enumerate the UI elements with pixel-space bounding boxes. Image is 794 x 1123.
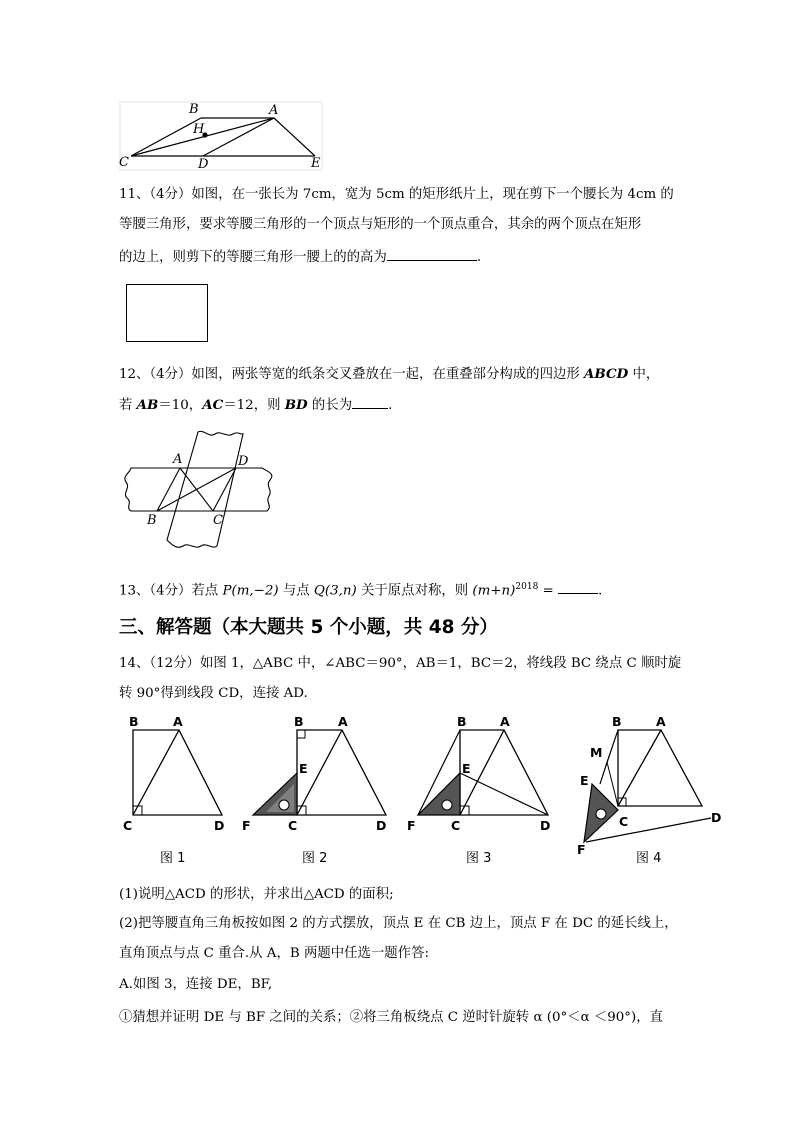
label-D: D: [376, 818, 387, 833]
label-D: D: [711, 810, 722, 825]
label-C: C: [123, 818, 133, 833]
label-B: B: [294, 714, 304, 729]
q14-partA: A.如图 3，连接 DE，BF,: [119, 977, 273, 992]
q14-partA-1: ①猜想并证明 DE 与 BF 之间的关系；②将三角板绕点 C 逆时针旋转 α (0°＜α ＜90°)，直: [119, 1010, 664, 1025]
q12-line2: 若 AB＝10，AC＝12，则 BD 的长为 .: [119, 394, 392, 416]
label-H: H: [193, 122, 205, 137]
label-C: C: [119, 155, 129, 170]
answer-blank[interactable]: [352, 394, 388, 409]
answer-blank[interactable]: [387, 246, 477, 261]
label-D: D: [198, 157, 209, 172]
q14-line1: 14、（12分）如图 1，△ABC 中，∠ABC＝90°，AB＝1，BC＝2，将线段 BC 绕点 C 顺时旋: [119, 656, 682, 671]
figure-4: [574, 714, 726, 862]
label-C: C: [619, 814, 629, 829]
q14-part1: (1)说明△ACD 的形状，并求出△ACD 的面积;: [119, 887, 394, 902]
answer-blank[interactable]: [558, 579, 598, 594]
q11-line1: 11、（4分）如图，在一张长为 7cm，宽为 5cm 的矩形纸片上，现在剪下一个腰长为 4cm 的: [119, 187, 674, 202]
label-D: D: [238, 454, 249, 469]
label-D: D: [540, 818, 551, 833]
label-C: C: [213, 513, 223, 528]
q11-line2: 等腰三角形，要求等腰三角形的一个顶点与矩形的一个顶点重合，其余的两个顶点在矩形: [119, 217, 642, 232]
label-B: B: [147, 513, 157, 528]
label-D: D: [214, 818, 225, 833]
label-B: B: [189, 102, 199, 117]
label-A: A: [500, 714, 510, 729]
label-A: A: [173, 714, 183, 729]
label-A: A: [269, 103, 279, 118]
label-F: F: [242, 818, 251, 833]
caption-fig3: 图 3: [466, 851, 492, 866]
label-M: M: [590, 745, 603, 760]
label-A: A: [338, 714, 348, 729]
label-E: E: [580, 773, 589, 788]
label-F: F: [577, 842, 586, 857]
label-A: A: [173, 452, 183, 467]
caption-fig4: 图 4: [636, 851, 662, 866]
label-E: E: [299, 761, 308, 776]
figure-3: [404, 714, 556, 836]
q14-part2-line1: (2)把等腰直角三角板按如图 2 的方式摆放，顶点 E 在 CB 边上，顶点 F 在 DC 的延长线上，: [119, 916, 678, 931]
label-B: B: [612, 714, 622, 729]
label-E: E: [311, 156, 321, 171]
rectangle-figure: [126, 284, 208, 342]
q13-line: 13、（4分）若点 P(m,−2) 与点 Q(3,n) 关于原点对称，则 $(m+n)^{2018}$ = .: [119, 577, 602, 601]
label-A: A: [656, 714, 666, 729]
parallelogram-figure: [119, 100, 324, 172]
label-B: B: [457, 714, 467, 729]
section-heading: 三、解答题（本大题共 5 个小题，共 48 分）: [119, 617, 498, 638]
label-F: F: [407, 818, 416, 833]
caption-fig1: 图 1: [160, 851, 186, 866]
q12-line1: 12、（4分）如图，两张等宽的纸条交叉叠放在一起，在重叠部分构成的四边形 ABCD 中，: [119, 366, 660, 382]
label-C: C: [451, 818, 461, 833]
label-B: B: [129, 714, 139, 729]
caption-fig2: 图 2: [302, 851, 328, 866]
q14-line2: 转 90°得到线段 CD，连接 AD.: [119, 686, 308, 701]
label-E: E: [462, 761, 471, 776]
figure-2: [238, 714, 388, 836]
q11-line3: 的边上，则剪下的等腰三角形一腰上的的高为 .: [119, 246, 481, 268]
figure-1: [119, 714, 229, 836]
crossed-strips-figure: [119, 428, 285, 556]
q14-part2-line2: 直角顶点与点 C 重合.从 A，B 两题中任选一题作答:: [119, 946, 429, 961]
label-C: C: [288, 818, 298, 833]
